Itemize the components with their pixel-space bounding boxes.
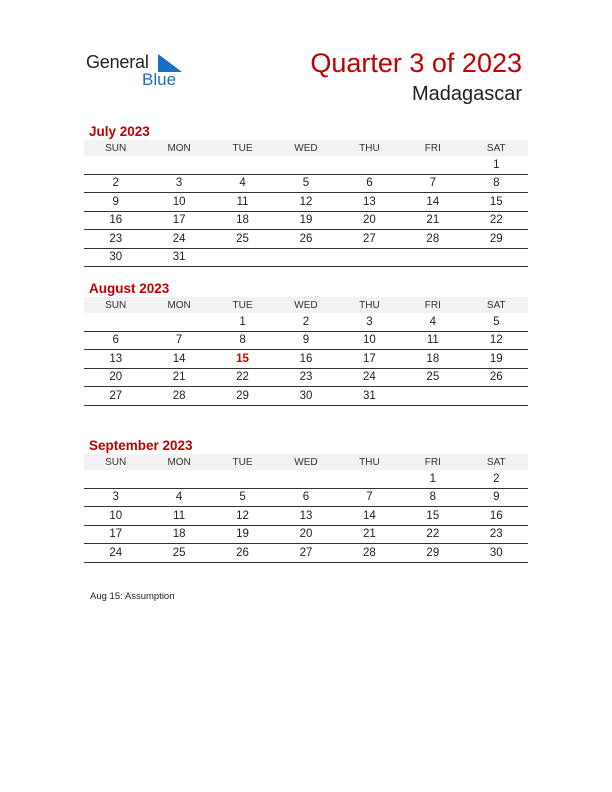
empty-day-cell [338,156,401,174]
week-row [84,156,528,174]
empty-day-cell [465,248,528,267]
day-cell: 15 [465,193,528,212]
day-cell: 4 [211,174,274,193]
day-cell: 9 [274,331,337,350]
day-cell: 12 [274,193,337,212]
day-cell: 19 [211,525,274,544]
day-cell: 31 [338,387,401,406]
day-cell: 8 [211,331,274,350]
day-cell: 27 [338,230,401,249]
week-row [84,507,528,526]
day-cell: 24 [84,544,147,563]
day-cell: 16 [84,211,147,230]
day-cell: 23 [84,230,147,249]
week-row [84,193,528,212]
week-row [84,470,528,488]
day-cell: 15 [401,507,464,526]
empty-day-cell [211,156,274,174]
day-cell: 21 [147,368,210,387]
day-cell: 25 [211,230,274,249]
week-row [84,313,528,331]
day-cell: 26 [211,544,274,563]
day-cell: 29 [211,387,274,406]
day-cell: 10 [84,507,147,526]
logo-text-general: General [86,52,149,72]
day-cell: 16 [274,350,337,369]
day-cell: 2 [84,174,147,193]
day-cell: 27 [274,544,337,563]
month-august [84,280,528,406]
weekday-header: THU [338,297,401,313]
day-cell: 27 [84,387,147,406]
weekday-header: MON [147,297,210,313]
day-cell: 18 [211,211,274,230]
month-july [84,123,528,267]
week-row [84,331,528,350]
day-cell: 28 [338,544,401,563]
day-cell: 31 [147,248,210,267]
weekday-header-row [84,454,528,470]
day-cell: 18 [401,350,464,369]
day-cell: 13 [338,193,401,212]
day-cell: 6 [84,331,147,350]
weekday-header: TUE [211,297,274,313]
day-cell: 12 [211,507,274,526]
day-cell: 3 [147,174,210,193]
day-cell: 23 [274,368,337,387]
day-cell: 25 [147,544,210,563]
day-cell: 13 [84,350,147,369]
weekday-header: SUN [84,140,147,156]
month-title: September 2023 [89,438,193,453]
day-cell: 10 [338,331,401,350]
weekday-header: THU [338,454,401,470]
day-cell: 23 [465,525,528,544]
day-cell: 17 [338,350,401,369]
week-row [84,211,528,230]
weekday-header: TUE [211,454,274,470]
day-cell: 3 [338,313,401,331]
weekday-header: MON [147,140,210,156]
empty-day-cell [84,156,147,174]
day-cell: 14 [147,350,210,369]
country-name: Madagascar [411,83,522,105]
empty-day-cell [338,470,401,488]
empty-day-cell [84,470,147,488]
day-cell: 9 [465,488,528,507]
empty-day-cell [147,313,210,331]
day-cell: 20 [274,525,337,544]
day-cell: 1 [211,313,274,331]
day-cell: 16 [465,507,528,526]
weekday-header: WED [274,140,337,156]
weekday-header: TUE [211,140,274,156]
weekday-header: FRI [401,297,464,313]
weekday-header: MON [147,454,210,470]
weekday-header: SUN [84,454,147,470]
month-september [84,437,528,563]
month-title: July 2023 [89,124,150,139]
day-cell: 8 [465,174,528,193]
day-cell: 26 [274,230,337,249]
weekday-header: WED [274,297,337,313]
day-cell: 2 [274,313,337,331]
day-cell: 7 [147,331,210,350]
empty-day-cell [147,156,210,174]
weekday-header: SAT [465,454,528,470]
empty-day-cell [338,248,401,267]
day-cell: 21 [401,211,464,230]
empty-day-cell [401,248,464,267]
week-row [84,248,528,267]
day-cell: 24 [338,368,401,387]
weekday-header-row [84,297,528,313]
week-row [84,387,528,406]
day-cell: 21 [338,525,401,544]
day-cell: 18 [147,525,210,544]
day-cell: 30 [84,248,147,267]
day-cell: 29 [465,230,528,249]
day-cell: 26 [465,368,528,387]
empty-day-cell [211,248,274,267]
weekday-header: SAT [465,297,528,313]
day-cell: 17 [84,525,147,544]
day-cell: 5 [211,488,274,507]
weekday-header-row [84,140,528,156]
week-row [84,230,528,249]
empty-day-cell [211,470,274,488]
empty-day-cell [465,387,528,406]
day-cell: 8 [401,488,464,507]
week-row [84,368,528,387]
day-cell: 12 [465,331,528,350]
day-cell: 30 [465,544,528,563]
day-cell: 5 [274,174,337,193]
day-cell: 7 [401,174,464,193]
day-cell: 2 [465,470,528,488]
day-cell: 13 [274,507,337,526]
day-cell: 22 [211,368,274,387]
day-cell: 1 [465,156,528,174]
holiday-day-cell: 15 [211,350,274,369]
empty-day-cell [274,156,337,174]
day-cell: 4 [147,488,210,507]
day-cell: 17 [147,211,210,230]
day-cell: 30 [274,387,337,406]
weekday-header: SUN [84,297,147,313]
day-cell: 14 [401,193,464,212]
calendar-grid [84,297,528,406]
day-cell: 9 [84,193,147,212]
day-cell: 19 [465,350,528,369]
day-cell: 22 [401,525,464,544]
day-cell: 4 [401,313,464,331]
day-cell: 29 [401,544,464,563]
day-cell: 6 [274,488,337,507]
weekday-header: SAT [465,140,528,156]
day-cell: 11 [147,507,210,526]
holiday-note: Aug 15: Assumption [90,591,175,602]
day-cell: 5 [465,313,528,331]
day-cell: 20 [84,368,147,387]
day-cell: 6 [338,174,401,193]
empty-day-cell [401,387,464,406]
day-cell: 10 [147,193,210,212]
day-cell: 1 [401,470,464,488]
day-cell: 14 [338,507,401,526]
brand-logo [86,52,196,92]
day-cell: 19 [274,211,337,230]
day-cell: 7 [338,488,401,507]
day-cell: 28 [401,230,464,249]
day-cell: 22 [465,211,528,230]
day-cell: 11 [211,193,274,212]
week-row [84,544,528,563]
empty-day-cell [147,470,210,488]
month-title: August 2023 [89,281,170,296]
empty-day-cell [274,248,337,267]
week-row [84,488,528,507]
logo-text-blue: Blue [142,70,177,89]
week-row [84,174,528,193]
weekday-header: FRI [401,140,464,156]
empty-day-cell [274,470,337,488]
empty-day-cell [84,313,147,331]
day-cell: 24 [147,230,210,249]
day-cell: 11 [401,331,464,350]
weekday-header: WED [274,454,337,470]
day-cell: 3 [84,488,147,507]
weekday-header: FRI [401,454,464,470]
weekday-header: THU [338,140,401,156]
calendar-grid [84,454,528,563]
day-cell: 28 [147,387,210,406]
empty-day-cell [401,156,464,174]
day-cell: 25 [401,368,464,387]
day-cell: 20 [338,211,401,230]
calendar-grid [84,140,528,267]
week-row [84,525,528,544]
week-row [84,350,528,369]
page-title: Quarter 3 of 2023 [310,48,522,78]
